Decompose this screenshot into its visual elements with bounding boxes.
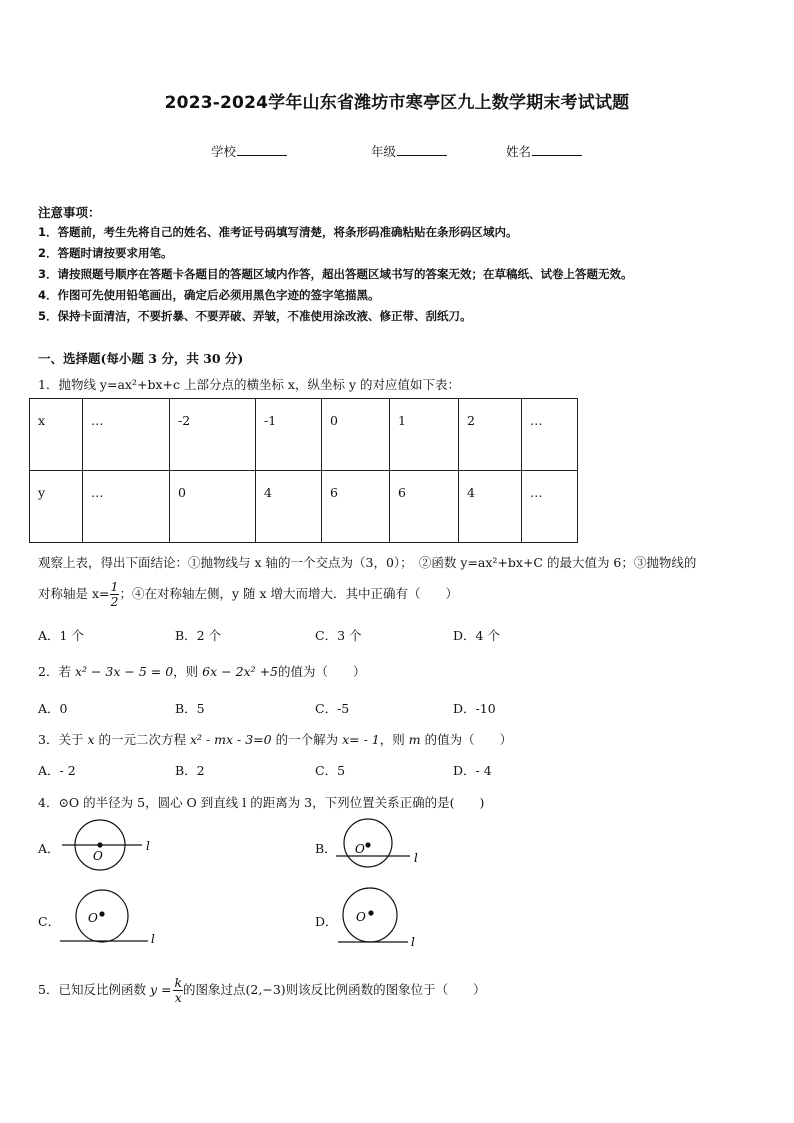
- line-label: l: [414, 851, 418, 865]
- table-cell: 4: [459, 471, 522, 543]
- q2-prefix: 2．若: [38, 664, 75, 679]
- fraction-numerator: 1: [110, 579, 119, 594]
- q1-table: [29, 398, 578, 543]
- q3-text: 的一个解为: [271, 732, 343, 747]
- q1-option-a: A．1 个: [38, 628, 84, 643]
- notice-item: 4．作图可先使用铅笔画出，确定后必须用黑色字迹的签字笔描黑。: [38, 288, 380, 302]
- q2-suffix: 的值为（ ）: [278, 664, 366, 679]
- q5-stem: [38, 976, 486, 1005]
- fraction-denominator: x: [174, 990, 182, 1005]
- q1-text-b: ；④在对称轴左侧，y 随 x 增大而增大．其中正确有（ ）: [119, 586, 458, 601]
- q5-point: (2,−3): [245, 982, 286, 997]
- q4-stem: 4．⊙O 的半径为 5，圆心 O 到直线 l 的距离为 3，下列位置关系正确的是( ): [38, 795, 485, 810]
- q4-option-a: A．: [38, 841, 60, 856]
- q3-stem: [38, 730, 512, 748]
- table-cell: -2: [170, 399, 256, 471]
- q3-option-a: A．- 2: [38, 763, 76, 778]
- center-dot: [368, 910, 373, 915]
- q3-text: ，则: [379, 732, 409, 747]
- q1-conclusion-line1: 观察上表，得出下面结论：①抛物线与 x 轴的一个交点为（3，0）； ②函数 y=ax²+bx+C 的最大值为 6；③抛物线的: [38, 555, 697, 570]
- q5-text: 则该反比例函数的图象位于（ ）: [285, 982, 486, 997]
- fraction: [173, 976, 183, 1005]
- fraction-numerator: k: [174, 975, 183, 990]
- q5-func-y: y =: [149, 982, 172, 997]
- q3-option-d: D．- 4: [453, 763, 492, 778]
- q1-stem: 1．抛物线 y=ax²+bx+c 上部分点的横坐标 x，纵坐标 y 的对应值如下表：: [38, 377, 460, 392]
- q2-mid: ，则: [173, 664, 203, 679]
- center-dot: [365, 842, 370, 847]
- center-label: O: [355, 842, 365, 856]
- center-dot: [97, 842, 102, 847]
- table-cell: 4: [256, 471, 322, 543]
- center-dot: [99, 911, 104, 916]
- name-label: 姓名: [506, 144, 532, 159]
- notice-heading: 注意事项：: [38, 205, 101, 220]
- q3-solution: x= - 1: [342, 732, 380, 747]
- q4-figure-b: [332, 816, 432, 874]
- notice-item: 3．请按照题号顺序在答题卡各题目的答题区域内作答，超出答题区域书写的答案无效；在草稿纸、试卷上答题无效。: [38, 267, 633, 281]
- q3-text: 3．关于: [38, 732, 88, 747]
- table-cell: y: [30, 471, 83, 543]
- table-cell: 0: [170, 471, 256, 543]
- q1-option-b: B．2 个: [175, 628, 222, 643]
- table-cell: 2: [459, 399, 522, 471]
- grade-field: [371, 142, 447, 160]
- table-cell: -1: [256, 399, 322, 471]
- q4-figure-c: [58, 886, 162, 948]
- q3-equation: x² - mx - 3=0: [189, 732, 272, 747]
- table-row: [30, 471, 578, 543]
- table-cell: …: [522, 399, 578, 471]
- page-title: 2023-2024学年山东省潍坊市寒亭区九上数学期末考试试题: [164, 93, 630, 113]
- q1-option-c: C．3 个: [315, 628, 362, 643]
- q2-option-b: B．5: [175, 701, 205, 716]
- notice-item: 5．保持卡面清洁，不要折暴、不要弄破、弄皱，不准使用涂改液、修正带、刮纸刀。: [38, 309, 472, 323]
- school-field: [211, 142, 287, 160]
- q2-stem: [38, 662, 366, 680]
- q5-text: 5．已知反比例函数: [38, 982, 150, 997]
- center-label: O: [356, 910, 366, 924]
- fraction: [110, 580, 120, 609]
- school-blank: [237, 143, 287, 156]
- q3-text: 的一元二次方程: [94, 732, 190, 747]
- center-label: O: [88, 911, 98, 925]
- table-cell: x: [30, 399, 83, 471]
- notice-item: 2．答题时请按要求用笔。: [38, 246, 173, 260]
- fraction-denominator: 2: [110, 594, 119, 609]
- q3-var-m: m: [408, 732, 421, 747]
- q1-option-d: D．4 个: [453, 628, 500, 643]
- table-cell: 6: [322, 471, 390, 543]
- q2-option-d: D．-10: [453, 701, 496, 716]
- q3-text: 的值为（ ）: [420, 732, 513, 747]
- line-label: l: [411, 935, 415, 948]
- q2-equation: x² − 3x − 5 = 0: [74, 664, 174, 679]
- q2-expression: 6x − 2x² +5: [202, 664, 278, 679]
- q1-text-a: 对称轴是 x=: [38, 586, 110, 601]
- q4-option-d: D．: [315, 914, 338, 929]
- section-heading: 一、选择题(每小题 3 分，共 30 分): [38, 351, 244, 366]
- q4-figure-a: [58, 816, 158, 874]
- line-label: l: [146, 839, 150, 853]
- q3-option-c: C．5: [315, 763, 346, 778]
- school-label: 学校: [211, 144, 237, 159]
- name-field: [506, 142, 582, 160]
- grade-label: 年级: [371, 144, 397, 159]
- q2-option-c: C．-5: [315, 701, 350, 716]
- table-cell: …: [522, 471, 578, 543]
- grade-blank: [397, 143, 447, 156]
- q3-var-x: x: [87, 732, 95, 747]
- table-row: [30, 399, 578, 471]
- table-cell: 6: [390, 471, 459, 543]
- notice-item: 1．答题前，考生先将自己的姓名、准考证号码填写清楚，将条形码准确粘贴在条形码区域内。: [38, 225, 518, 239]
- table-cell: …: [83, 471, 170, 543]
- table-cell: 0: [322, 399, 390, 471]
- table-cell: …: [83, 399, 170, 471]
- q5-text: 的图象过点: [183, 982, 246, 997]
- q1-conclusion-line2: [38, 580, 458, 609]
- center-label: O: [93, 849, 103, 863]
- q4-option-c: C．: [38, 914, 61, 929]
- name-blank: [532, 143, 582, 156]
- q2-option-a: A．0: [38, 701, 68, 716]
- table-cell: 1: [390, 399, 459, 471]
- line-label: l: [151, 932, 155, 946]
- q3-option-b: B．2: [175, 763, 205, 778]
- q4-figure-d: [334, 884, 434, 948]
- q4-option-b: B．: [315, 841, 337, 856]
